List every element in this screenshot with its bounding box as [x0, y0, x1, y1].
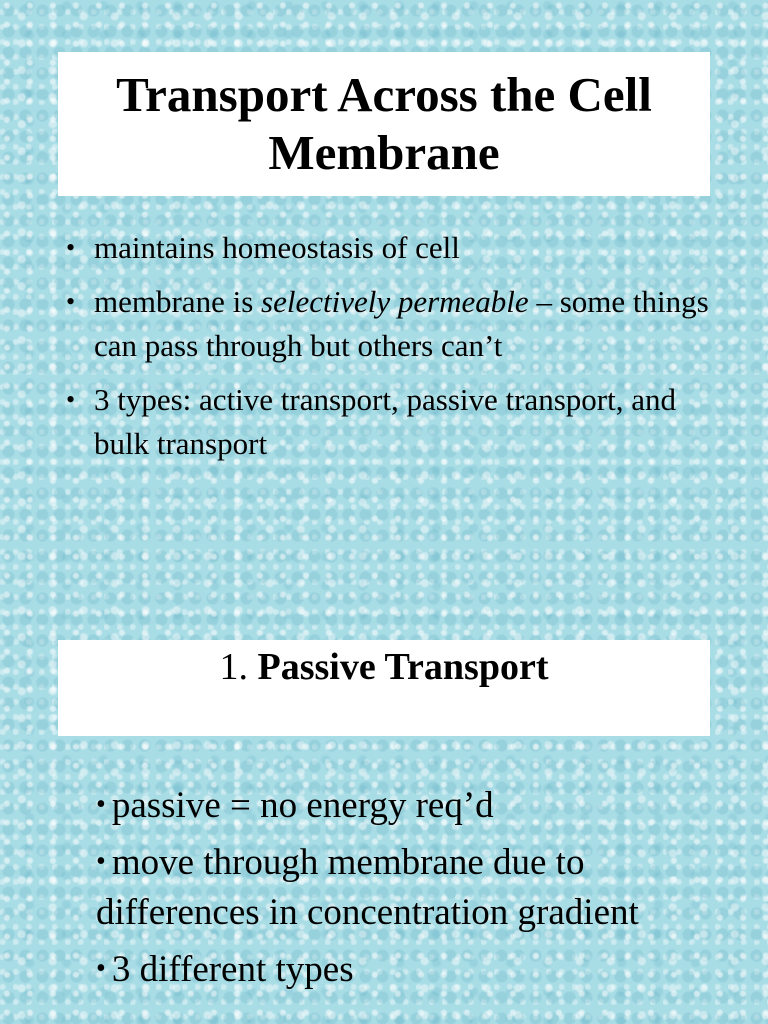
paragraph	[96, 944, 696, 995]
bullet-text-suffix: – some things can pass through but others can’t	[94, 284, 709, 363]
bullet-dot-icon: •	[66, 287, 76, 316]
section-heading: Passive Transport	[257, 646, 549, 688]
paragraph-text: 3 different types	[111, 949, 354, 990]
bullet-dot-icon: •	[96, 789, 106, 820]
subtitle-box	[58, 640, 710, 736]
title-box	[58, 52, 710, 196]
bullet-item	[66, 226, 726, 270]
bullet-text-emphasis: selectively permeable	[261, 284, 529, 319]
bullet-dot-icon: •	[96, 953, 106, 984]
bullet-dot-icon: •	[66, 233, 76, 262]
bullet-dot-icon: •	[96, 846, 106, 877]
content-body	[96, 780, 696, 1001]
bullet-dot-icon: •	[66, 385, 76, 414]
slide-passive-transport	[0, 560, 768, 1024]
section-number: 1.	[219, 646, 258, 688]
bullet-text-prefix: membrane is	[94, 284, 262, 319]
bullet-item	[66, 378, 726, 466]
paragraph	[96, 780, 696, 831]
paragraph	[96, 837, 696, 938]
paragraph-text: move through membrane due to differences in concentration gradient	[96, 842, 639, 933]
bullet-list	[66, 226, 726, 476]
slide-title: Transport Across the Cell Membrane	[116, 67, 652, 180]
slide-subtitle	[58, 642, 710, 692]
paragraph-text: passive = no energy req’d	[111, 785, 494, 826]
bullet-item	[66, 280, 726, 368]
bullet-text: maintains homeostasis of cell	[94, 230, 460, 265]
bullet-text: 3 types: active transport, passive transport, and bulk transport	[94, 382, 676, 461]
